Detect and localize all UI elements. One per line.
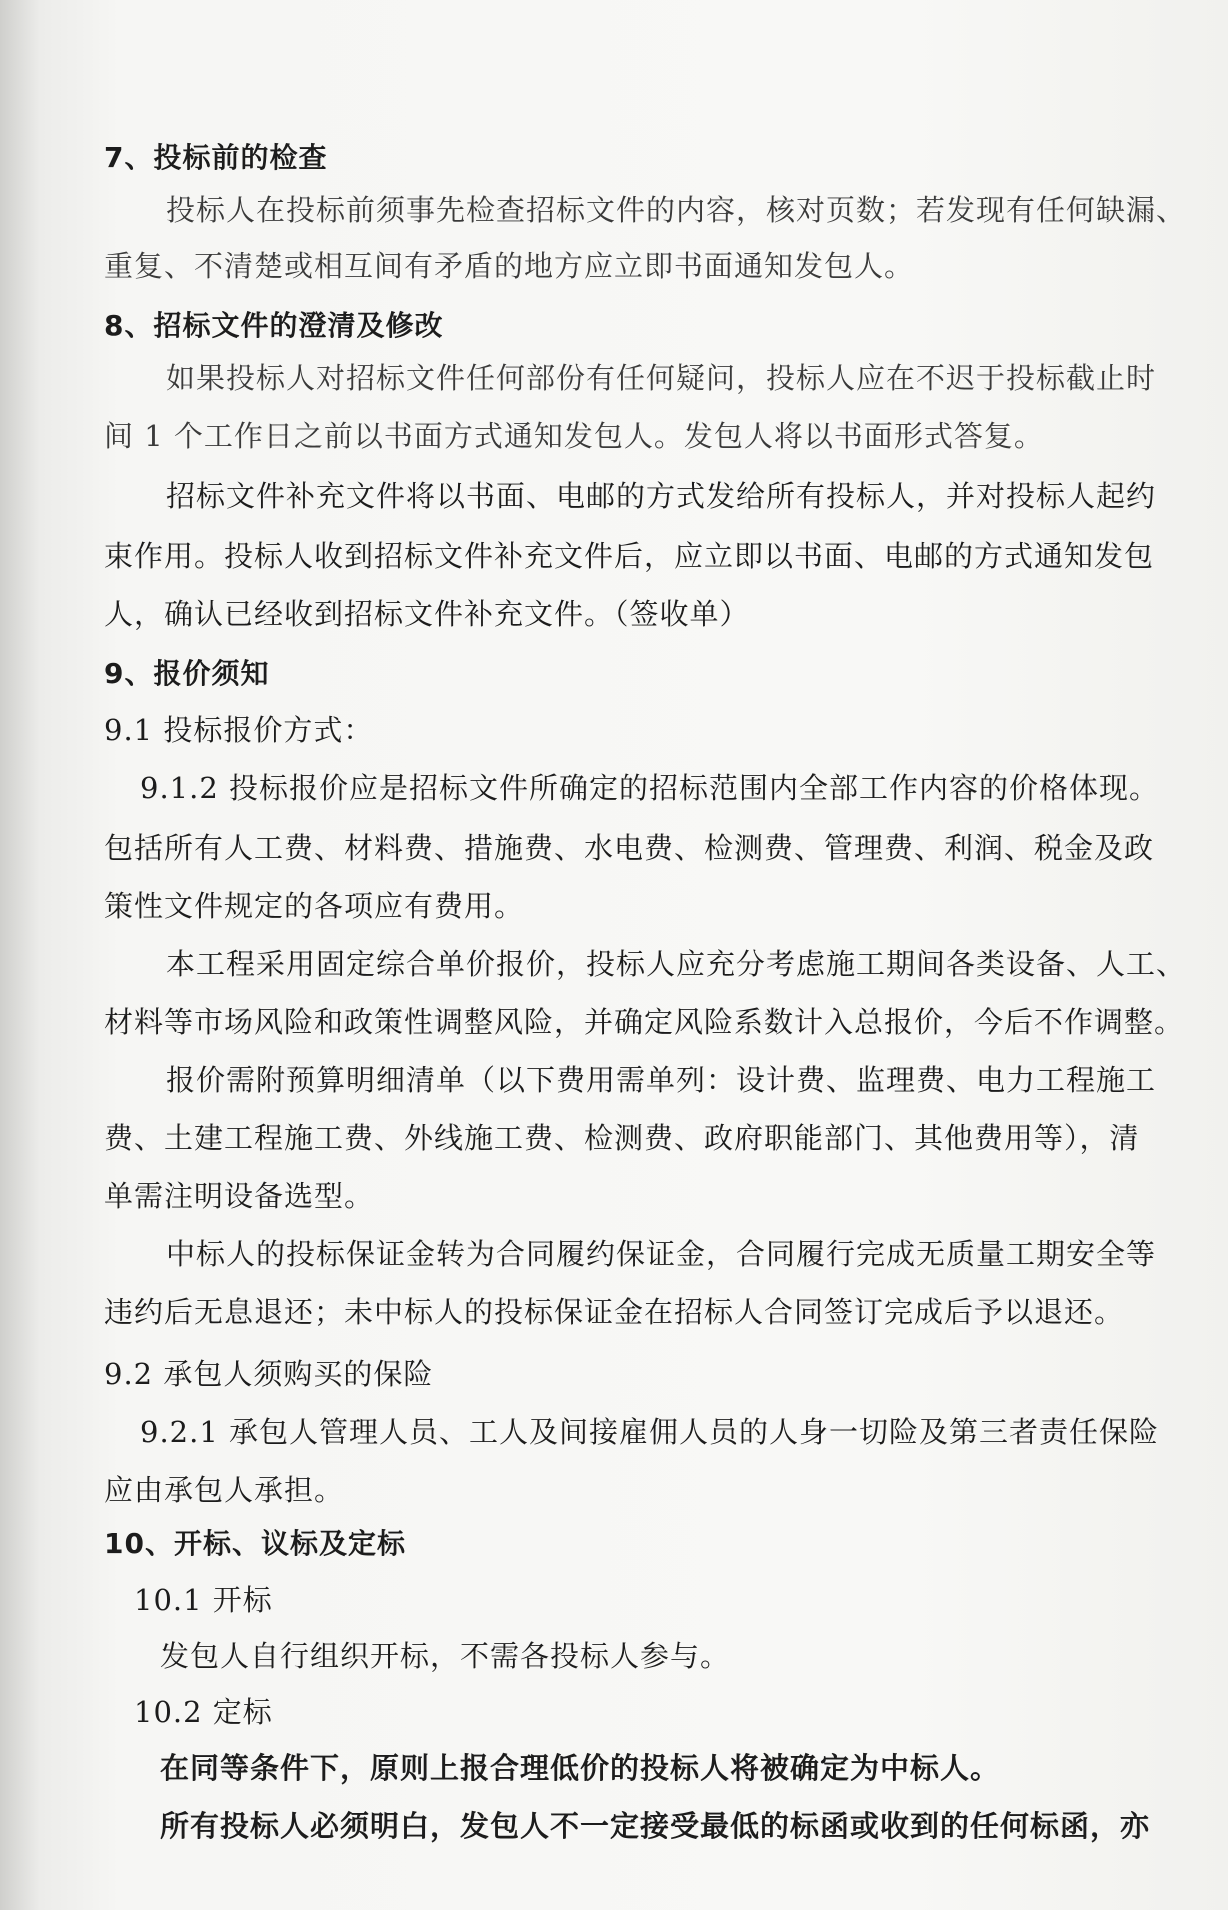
paragraph-line: 包括所有人工费、材料费、措施费、水电费、检测费、管理费、利润、税金及政 — [104, 831, 1155, 865]
paragraph-line: 所有投标人必须明白，发包人不一定接受最低的标函或收到的任何标函，亦 — [160, 1809, 1151, 1843]
paragraph-line: 束作用。投标人收到招标文件补充文件后，应立即以书面、电邮的方式通知发包 — [104, 539, 1155, 573]
paragraph-line: 招标文件补充文件将以书面、电邮的方式发给所有投标人，并对投标人起约 — [166, 479, 1157, 513]
paragraph-line: 单需注明设备选型。 — [104, 1179, 375, 1213]
paragraph-line: 材料等市场风险和政策性调整风险，并确定风险系数计入总报价，今后不作调整。 — [104, 1005, 1185, 1039]
section-7-heading: 7、投标前的检查 — [104, 141, 328, 174]
paragraph-line: 违约后无息退还；未中标人的投标保证金在招标人合同签订完成后予以退还。 — [104, 1295, 1125, 1329]
paragraph-line: 报价需附预算明细清单（以下费用需单列：设计费、监理费、电力工程施工 — [166, 1063, 1157, 1097]
subsection-9-1-title: 9.1 投标报价方式： — [104, 713, 374, 747]
paragraph-line: 费、土建工程施工费、外线施工费、检测费、政府职能部门、其他费用等），清 — [104, 1121, 1140, 1155]
section-9-heading: 9、报价须知 — [104, 657, 270, 690]
paragraph-line: 发包人自行组织开标，不需各投标人参与。 — [160, 1639, 731, 1673]
paragraph-line: 9.1.2 投标报价应是招标文件所确定的招标范围内全部工作内容的价格体现。 — [140, 771, 1160, 805]
section-8-heading: 8、招标文件的澄清及修改 — [104, 309, 444, 342]
section-10-heading: 10、开标、议标及定标 — [104, 1527, 406, 1560]
paragraph-line: 如果投标人对招标文件任何部份有任何疑问，投标人应在不迟于投标截止时 — [166, 361, 1157, 395]
subsection-9-2-title: 9.2 承包人须购买的保险 — [104, 1357, 434, 1391]
paragraph-line: 人，确认已经收到招标文件补充文件。（签收单） — [104, 597, 750, 631]
paragraph-line: 在同等条件下，原则上报合理低价的投标人将被确定为中标人。 — [160, 1751, 1001, 1785]
paragraph-line: 应由承包人承担。 — [104, 1473, 345, 1507]
subsection-10-1-title: 10.1 开标 — [134, 1583, 273, 1617]
subsection-10-2-title: 10.2 定标 — [134, 1695, 273, 1729]
paragraph-line: 策性文件规定的各项应有费用。 — [104, 889, 525, 923]
paragraph-line: 重复、不清楚或相互间有矛盾的地方应立即书面通知发包人。 — [104, 249, 915, 283]
paragraph-line: 投标人在投标前须事先检查招标文件的内容，核对页数；若发现有任何缺漏、 — [166, 193, 1187, 227]
paragraph-line: 本工程采用固定综合单价报价，投标人应充分考虑施工期间各类设备、人工、 — [166, 947, 1187, 981]
paragraph-line: 9.2.1 承包人管理人员、工人及间接雇佣人员的人身一切险及第三者责任保险 — [140, 1415, 1160, 1449]
paragraph-line: 间 1 个工作日之前以书面方式通知发包人。发包人将以书面形式答复。 — [104, 419, 1044, 453]
paragraph-line: 中标人的投标保证金转为合同履约保证金，合同履行完成无质量工期安全等 — [166, 1237, 1157, 1271]
